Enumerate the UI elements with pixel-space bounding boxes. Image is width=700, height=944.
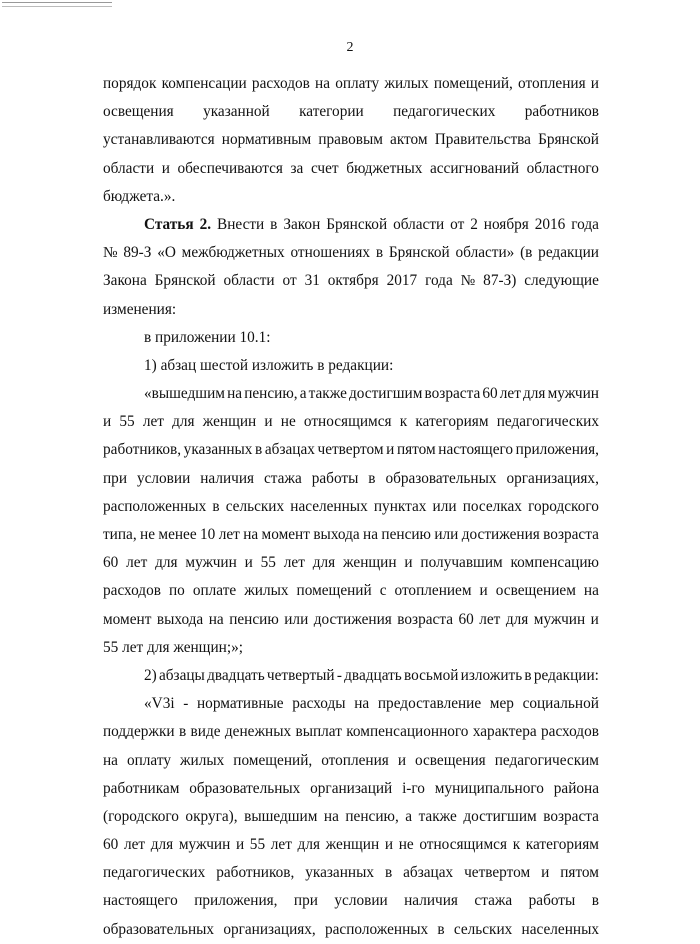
word: лет: [123, 836, 146, 854]
word: 60: [458, 610, 474, 628]
word: населенных: [521, 920, 599, 938]
word: ноября: [483, 215, 529, 233]
word: относящимся: [419, 836, 508, 854]
word: образовательных: [385, 469, 497, 487]
word: условии: [334, 892, 388, 910]
text-line: [103, 549, 599, 577]
scan-edge-mark: [2, 2, 112, 7]
word: порядок: [103, 75, 157, 92]
word: категориям: [415, 413, 489, 431]
word: для: [312, 554, 336, 572]
word: указанных: [305, 864, 375, 882]
word: абзацах: [264, 441, 315, 459]
word: лет: [499, 385, 521, 403]
word: характера: [472, 723, 537, 741]
word: на: [323, 807, 339, 825]
text-line: [103, 70, 599, 98]
word: к: [512, 836, 521, 854]
word: менее: [158, 526, 197, 543]
text-run: 55 лет для женщин;»;: [103, 638, 243, 656]
word: поддержки: [103, 723, 175, 741]
word: округа),: [185, 807, 238, 825]
word: для: [523, 385, 546, 403]
word: жилых: [384, 75, 429, 92]
word: и: [397, 751, 406, 769]
text-line: [103, 324, 599, 352]
word: и: [384, 836, 394, 854]
text-run: 1) абзац шестой изложить в редакции:: [144, 356, 394, 374]
text-run: бюджета.».: [103, 187, 176, 205]
word: отопления: [518, 75, 586, 92]
text-line: [103, 606, 599, 634]
word: Брянской: [154, 272, 216, 290]
word: пунктах: [373, 497, 427, 515]
word: достигшим: [463, 807, 537, 825]
word: категории: [299, 103, 364, 121]
word: бюджетных: [346, 159, 423, 177]
word: и: [541, 864, 550, 882]
text-line: [103, 521, 599, 549]
word: оплату: [335, 75, 380, 92]
word: социальной: [522, 695, 599, 713]
word: расходов: [251, 75, 310, 92]
word: пятом: [560, 864, 599, 882]
word: пенсию: [381, 526, 431, 543]
page-number: 2: [346, 40, 354, 55]
word: восьмой: [403, 666, 459, 684]
word: лет: [283, 554, 305, 572]
word: Внести: [217, 215, 265, 233]
word: №: [103, 244, 118, 262]
word: работников: [524, 103, 599, 121]
word: стажа: [263, 469, 302, 487]
word: в: [375, 244, 384, 262]
word: пенсию,: [345, 807, 399, 825]
word: категориям: [525, 836, 599, 854]
word: педагогических: [103, 864, 206, 882]
word: межбюджетных: [181, 244, 285, 262]
word: освещения: [103, 103, 174, 121]
text-line: [103, 662, 599, 690]
word: и: [235, 836, 245, 854]
word: и: [590, 75, 599, 92]
word: образовательных: [189, 779, 301, 797]
word: организаций: [310, 779, 393, 797]
word: Брянской: [538, 131, 599, 149]
word: компенсацию: [510, 554, 599, 572]
text-line: [103, 126, 599, 154]
word: для: [150, 836, 174, 854]
word: не: [280, 413, 296, 431]
word: предоставление: [377, 695, 482, 713]
word: организациях,: [223, 920, 316, 938]
word: лет: [218, 526, 240, 543]
word: области: [223, 272, 275, 290]
word: нормативным: [221, 131, 312, 149]
word: наличия: [200, 469, 255, 487]
text-line: [103, 98, 599, 126]
word: или: [432, 497, 457, 515]
word: Закона: [103, 272, 147, 290]
word: получавшим: [420, 554, 503, 572]
document-body: [103, 70, 599, 944]
word: области: [103, 159, 155, 177]
word: настоящего: [103, 892, 178, 910]
word: расположенных: [324, 920, 429, 938]
word: работникам: [103, 779, 180, 797]
word: момент: [261, 526, 310, 543]
word: расходов: [103, 582, 161, 600]
word: приложения,: [515, 441, 599, 459]
word: абзацах: [403, 864, 454, 882]
word: населенных: [290, 497, 368, 515]
word: пенсию,: [244, 385, 298, 403]
word: муниципального: [434, 779, 544, 797]
word: на: [103, 751, 118, 769]
word: в: [591, 892, 599, 910]
word: четвертом: [317, 441, 384, 459]
word: отопления: [321, 751, 389, 769]
word: 60: [482, 385, 498, 403]
word: помещений: [296, 582, 372, 600]
word: компенсации: [161, 75, 247, 92]
word: мужчин: [547, 385, 599, 403]
text-line: [103, 577, 599, 605]
word: мужчин: [185, 554, 237, 572]
word: 2016: [534, 215, 566, 233]
word: при: [293, 892, 318, 910]
word: стажа: [474, 892, 513, 910]
word: работников,: [216, 864, 295, 882]
word: достижения: [461, 526, 540, 543]
word: области: [393, 215, 445, 233]
word: приложения,: [194, 892, 278, 910]
word: от: [450, 215, 465, 233]
word: за: [290, 159, 304, 177]
word: в: [212, 497, 220, 515]
word: не: [140, 526, 156, 543]
word: освещения: [414, 751, 486, 769]
word: в: [437, 920, 445, 938]
word: изложить: [460, 666, 523, 684]
word: на: [315, 75, 331, 92]
word: редакции: [538, 244, 599, 262]
text-line: [103, 803, 599, 831]
word: в: [178, 723, 187, 741]
word: поселках: [462, 497, 522, 515]
word: 2: [470, 215, 478, 233]
word: относящимся: [303, 413, 392, 431]
word: двадцать: [207, 666, 265, 684]
word: педагогических: [496, 413, 599, 431]
word: возраста: [397, 610, 453, 628]
word: мужчин: [178, 836, 231, 854]
word: лет: [126, 554, 148, 572]
word: и: [161, 159, 170, 177]
word: 31: [304, 272, 320, 290]
word: организациях,: [506, 469, 599, 487]
word: оплату: [126, 751, 171, 769]
word: в: [270, 215, 278, 233]
word: на: [208, 610, 224, 628]
word: района: [553, 779, 599, 797]
text-line: [103, 239, 599, 267]
word: Брянской: [388, 244, 450, 262]
word: 60: [103, 554, 119, 572]
word: 10: [200, 526, 216, 543]
word: и: [479, 582, 488, 600]
word: освещением: [495, 582, 576, 600]
word: нормативные: [197, 695, 284, 713]
word: наличия: [404, 892, 458, 910]
word: 89-З: [123, 244, 152, 262]
word: сельских: [225, 497, 285, 515]
word: года: [571, 215, 599, 233]
word: и: [404, 554, 413, 572]
word: женщин: [202, 413, 257, 431]
text-line: [103, 493, 599, 521]
text-line: [103, 747, 599, 775]
word: областного: [526, 159, 599, 177]
text-line: [103, 775, 599, 803]
word: 2): [144, 666, 157, 684]
word: и: [590, 610, 599, 628]
word: к: [399, 413, 408, 431]
word: в: [368, 469, 376, 487]
word: выплат: [295, 723, 342, 741]
word: и: [103, 413, 112, 431]
word: «О: [157, 244, 176, 262]
word: 55: [119, 413, 135, 431]
word: педагогических: [393, 103, 496, 121]
word: на: [583, 582, 599, 600]
article-label-word: 2.: [199, 215, 212, 233]
word: момент: [103, 610, 152, 628]
word: работы: [528, 892, 576, 910]
text-line: [103, 183, 599, 211]
word: в: [384, 864, 393, 882]
word: помещений,: [233, 751, 313, 769]
word: достигшим: [349, 385, 423, 403]
word: и: [386, 441, 395, 459]
word: (городского: [103, 807, 179, 825]
word: с: [379, 582, 387, 600]
word: по: [168, 582, 185, 600]
word: лет: [479, 610, 501, 628]
word: четвертый: [266, 666, 335, 684]
word: работников,: [103, 441, 182, 459]
text-run: изменения:: [103, 300, 177, 318]
word: устанавливаются: [103, 131, 215, 149]
word: 60: [103, 836, 119, 854]
word: денежных: [224, 723, 292, 741]
word: «вышедшим: [144, 385, 225, 403]
word: i-го: [402, 779, 425, 797]
text-line: [103, 859, 599, 887]
word: отоплением: [394, 582, 472, 600]
word: «V3i: [144, 695, 175, 713]
word: 55: [260, 554, 276, 572]
word: оплате: [192, 582, 237, 600]
word: работы: [311, 469, 359, 487]
word: на: [354, 695, 370, 713]
word: выхода: [156, 610, 204, 628]
word: женщин: [325, 836, 380, 854]
text-line: [103, 296, 599, 324]
word: Закон: [283, 215, 321, 233]
word: 55: [249, 836, 266, 854]
text-run: в приложении 10.1:: [144, 328, 271, 346]
text-line: [103, 916, 599, 944]
word: на: [243, 526, 259, 543]
text-line: [103, 465, 599, 493]
word: обеспечиваются: [177, 159, 283, 177]
word: а: [405, 807, 413, 825]
word: от: [282, 272, 297, 290]
word: компенсационного: [346, 723, 469, 741]
word: для: [297, 836, 320, 854]
word: Правительства: [434, 131, 531, 149]
word: Брянской: [326, 215, 388, 233]
word: расположенных: [103, 497, 207, 515]
article-heading-line: [103, 211, 599, 239]
word: 2017: [386, 272, 418, 290]
word: достижения: [313, 610, 392, 628]
word: года: [425, 272, 453, 290]
text-line: [103, 380, 599, 408]
word: четвертом: [464, 864, 531, 882]
word: -: [183, 695, 189, 713]
word: сельских: [453, 920, 513, 938]
word: расходы: [292, 695, 346, 713]
word: для: [155, 554, 178, 572]
word: также: [418, 807, 457, 825]
article-label-word: Статья: [144, 215, 194, 233]
word: типа,: [103, 526, 137, 543]
word: отношениях: [290, 244, 371, 262]
word: редакции:: [533, 666, 599, 684]
word: вышедшим: [244, 807, 318, 825]
word: -: [336, 666, 342, 684]
word: условии: [136, 469, 191, 487]
text-line: [103, 887, 599, 915]
word: мужчин: [533, 610, 586, 628]
word: женщин: [343, 554, 397, 572]
word: мер: [489, 695, 514, 713]
word: в: [255, 441, 263, 459]
word: 87-З): [483, 272, 517, 290]
word: или: [434, 526, 459, 543]
word: виде: [190, 723, 221, 741]
word: и: [264, 413, 273, 431]
word: абзацы: [158, 666, 205, 684]
word: не: [398, 836, 414, 854]
word: а: [299, 385, 307, 403]
word: правовым: [318, 131, 383, 149]
text-line: [103, 436, 599, 464]
word: расходов: [541, 723, 599, 741]
word: (в: [520, 244, 533, 262]
word: возраста: [424, 385, 481, 403]
word: области»: [455, 244, 515, 262]
word: при: [103, 469, 128, 487]
word: жилых: [179, 751, 225, 769]
word: в: [524, 666, 532, 684]
text-line: [103, 634, 599, 662]
word: настоящего: [438, 441, 514, 459]
word: следующие: [524, 272, 599, 290]
text-line: [103, 831, 599, 859]
word: двадцать: [344, 666, 402, 684]
word: и: [244, 554, 253, 572]
word: на: [363, 526, 379, 543]
word: лет: [142, 413, 164, 431]
text-line: [103, 690, 599, 718]
word: или: [284, 610, 309, 628]
word: указанной: [203, 103, 270, 121]
word: лет: [270, 836, 292, 854]
word: указанных: [183, 441, 253, 459]
text-line: [103, 718, 599, 746]
word: №: [460, 272, 476, 290]
word: пятом: [396, 441, 436, 459]
word: возраста: [543, 526, 599, 543]
word: для: [505, 610, 529, 628]
word: счет: [310, 159, 339, 177]
word: для: [172, 413, 195, 431]
word: помещений,: [433, 75, 513, 92]
text-line: [103, 155, 599, 183]
word: выхода: [313, 526, 360, 543]
text-line: [103, 352, 599, 380]
word: ассигнований: [429, 159, 520, 177]
word: также: [308, 385, 347, 403]
word: октября: [327, 272, 379, 290]
text-line: [103, 408, 599, 436]
word: образовательных: [103, 920, 215, 938]
word: возраста: [543, 807, 599, 825]
word: жилых: [244, 582, 289, 600]
word: пенсию: [229, 610, 279, 628]
word: городского: [528, 497, 599, 515]
word: актом: [390, 131, 428, 149]
text-line: [103, 267, 599, 295]
word: на: [227, 385, 243, 403]
word: педагогическим: [494, 751, 599, 769]
